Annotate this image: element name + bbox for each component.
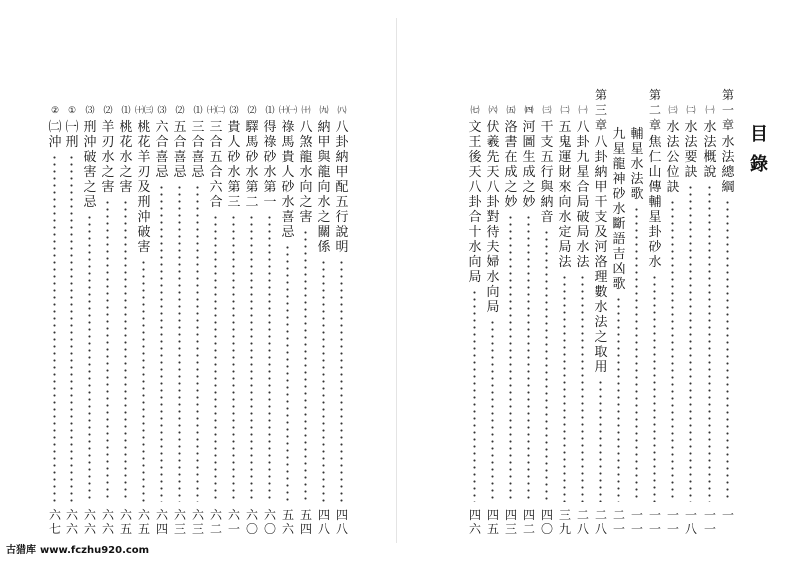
toc-entry-number: ㈢	[668, 106, 678, 116]
toc-entry-number: ⑶	[85, 106, 95, 116]
toc-entry-number: ㈥	[488, 106, 498, 116]
toc-leader-dots	[124, 199, 127, 502]
toc-entry-number: ㈠	[578, 106, 588, 116]
toc-entry-title: 八卦納甲干支及河洛理數水法之取用	[594, 135, 608, 375]
toc-entry-number: ⑶	[157, 106, 167, 116]
toc-leader-dots	[268, 214, 271, 502]
toc-entry-number: ㈩㈢	[134, 106, 153, 116]
toc-entry-number: ㈩㈠	[278, 106, 297, 116]
toc-leader-dots	[726, 199, 729, 502]
toc-entry-page: 六五	[119, 508, 132, 536]
toc-entry-page: 五六	[281, 508, 294, 536]
toc-entry-number: ㈡	[560, 106, 570, 116]
toc-entry-number: ㈣	[524, 106, 534, 116]
toc-leader-dots	[106, 199, 109, 502]
toc-leader-dots	[250, 214, 253, 502]
toc-entry-page: 六六	[65, 508, 78, 536]
toc-entry-page: 六三	[173, 508, 186, 536]
toc-entry-page: 六七	[48, 508, 61, 536]
toc-entry-title: 洛書在成之妙	[504, 120, 518, 210]
toc-entry-page: 二八	[594, 508, 607, 536]
toc-entry-page: 一八	[684, 508, 697, 536]
toc-entry-page: 六六	[83, 508, 96, 536]
toc-entry-page: 三九	[558, 508, 571, 536]
toc-entry-page: 四六	[468, 508, 481, 536]
toc-entry-title: 納甲與龍向水之關係	[317, 120, 331, 255]
toc-entry-title: 水法公位訣	[666, 120, 680, 195]
toc-entry-page: 六六	[101, 508, 114, 536]
toc-entry-number: ㈦	[470, 106, 480, 116]
toc-leader-dots	[599, 379, 602, 502]
toc-entry-page: 五四	[299, 508, 312, 536]
toc-entry-number: ⑴	[193, 106, 203, 116]
toc-leader-dots	[70, 154, 73, 502]
toc-entry-page: 六一	[227, 508, 240, 536]
toc-entry-title: 得祿砂水第一	[263, 120, 277, 210]
toc-entry-page: 一一	[648, 508, 661, 536]
toc-entry-number: ㈡	[686, 106, 696, 116]
page-gutter	[396, 18, 397, 543]
toc-leader-dots	[214, 214, 217, 502]
toc-entry-number: ⑵	[175, 106, 185, 116]
toc-entry-title: 三合五合六合	[209, 120, 223, 210]
toc-entry-number: ㈩	[301, 106, 311, 116]
toc-entry-page: 四〇	[540, 508, 553, 536]
toc-entry-title: 水法要訣	[684, 120, 698, 180]
toc-entry-number: ㈤	[506, 106, 516, 116]
toc-entry-number: ㈩㈡	[206, 106, 225, 116]
toc-leader-dots	[617, 296, 620, 502]
toc-entry-number: ㈢	[542, 106, 552, 116]
toc-entry-page: 六二	[209, 508, 222, 536]
toc-entry-number: ㈠	[705, 106, 715, 116]
toc-entry-page: 四八	[317, 508, 330, 536]
toc-entry-title: 桃花水之害	[119, 120, 133, 195]
toc-leader-dots	[635, 206, 638, 502]
toc-leader-dots	[473, 289, 476, 502]
toc-entry-page: 六三	[191, 508, 204, 536]
page-title: 目 錄	[750, 124, 768, 175]
toc-entry-title: 水法總綱	[721, 135, 735, 195]
toc-entry-title: 五合喜忌	[173, 120, 187, 180]
toc-leader-dots	[509, 214, 512, 502]
toc-entry-title: 刑沖破害之忌	[83, 120, 97, 210]
toc-entry-page: 六五	[137, 508, 150, 536]
toc-entry-number: ②	[50, 106, 60, 116]
toc-entry-number: ⑴	[265, 106, 275, 116]
toc-entry-title: 五鬼運財來向水定局法	[558, 120, 572, 270]
toc-leader-dots	[340, 259, 343, 502]
toc-entry-number: 第一章	[721, 88, 734, 132]
toc-entry-title: 羊刃水之害	[101, 120, 115, 195]
toc-leader-dots	[196, 184, 199, 502]
toc-leader-dots	[563, 274, 566, 502]
toc-leader-dots	[286, 244, 289, 502]
toc-entry-number: ⑶	[229, 106, 239, 116]
toc-leader-dots	[689, 184, 692, 502]
toc-entry-title: 三合喜忌	[191, 120, 205, 180]
toc-entry-title: 八卦九星合局破局水法	[576, 120, 590, 270]
toc-entry-page: 六〇	[245, 508, 258, 536]
toc-entry-title: 九星龍神砂水斷語吉凶歌	[612, 127, 626, 292]
toc-entry-page: 一一	[703, 508, 716, 536]
toc-leader-dots	[88, 214, 91, 502]
toc-entry-title: ㈡沖	[48, 120, 62, 150]
toc-entry-page: 六〇	[263, 508, 276, 536]
toc-entry-number: 第二章	[648, 88, 661, 132]
toc-entry-title: 祿馬貴人砂水喜忌	[281, 120, 295, 240]
toc-entry-title: 伏羲先天八卦對待夫婦水向局	[486, 120, 500, 315]
toc-leader-dots	[304, 229, 307, 502]
toc-entry-title: ㈠刑	[65, 120, 79, 150]
toc-entry-page: 四三	[504, 508, 517, 536]
toc-leader-dots	[527, 214, 530, 502]
toc-entry-title: 焦仁山傳輔星卦砂水	[648, 135, 662, 270]
toc-leader-dots	[581, 274, 584, 502]
toc-entry-page: 四八	[335, 508, 348, 536]
toc-entry-title: 貴人砂水第三	[227, 120, 241, 210]
toc-entry-number: ㈨	[319, 106, 329, 116]
toc-leader-dots	[491, 319, 494, 502]
toc-entry-number: ⑴	[121, 106, 131, 116]
toc-entry-page: 四五	[486, 508, 499, 536]
toc-leader-dots	[142, 259, 145, 502]
toc-leader-dots	[160, 184, 163, 502]
toc-entry-page: 六四	[155, 508, 168, 536]
toc-leader-dots	[178, 184, 181, 502]
watermark-site: www.fczhu920.com	[40, 545, 150, 556]
toc-entry-title: 八卦納甲配五行說明	[335, 120, 349, 255]
toc-entry-title: 干支五行與納音	[540, 120, 554, 225]
toc-entry-number: ⑵	[247, 106, 257, 116]
toc-entry-title: 八煞龍水向之害	[299, 120, 313, 225]
toc-leader-dots	[545, 229, 548, 502]
toc-entry-page: 一一	[630, 508, 643, 536]
toc-entry-page: 二八	[576, 508, 589, 536]
toc-leader-dots	[232, 214, 235, 502]
toc-entry-page: 四二	[522, 508, 535, 536]
toc-entry-title: 驛馬砂水第二	[245, 120, 259, 210]
toc-entry-title: 六合喜忌	[155, 120, 169, 180]
toc-entry-title: 桃花羊刃及刑沖破害	[137, 120, 151, 255]
toc-entry-number: ①	[67, 106, 77, 116]
toc-entry-title: 輔星水法歌	[630, 127, 644, 202]
watermark-footer	[6, 541, 149, 556]
watermark-brand: 古猎库	[6, 545, 36, 556]
toc-leader-dots	[708, 184, 711, 502]
toc-leader-dots	[53, 154, 56, 502]
toc-entry-title: 水法概說	[703, 120, 717, 180]
toc-entry-number: 第三章	[594, 88, 607, 132]
toc-leader-dots	[671, 199, 674, 502]
toc-leader-dots	[653, 274, 656, 502]
toc-entry-page: 一一	[666, 508, 679, 536]
toc-entry-title: 文王後天八卦合十水向局	[468, 120, 482, 285]
toc-entry-number: ㈧	[337, 106, 347, 116]
toc-entry-number: ⑵	[103, 106, 113, 116]
toc-entry-page: 二一	[612, 508, 625, 536]
toc-leader-dots	[322, 259, 325, 502]
toc-entry-page: 一	[721, 508, 734, 522]
toc-entry-title: 河圖生成之妙	[522, 120, 536, 210]
